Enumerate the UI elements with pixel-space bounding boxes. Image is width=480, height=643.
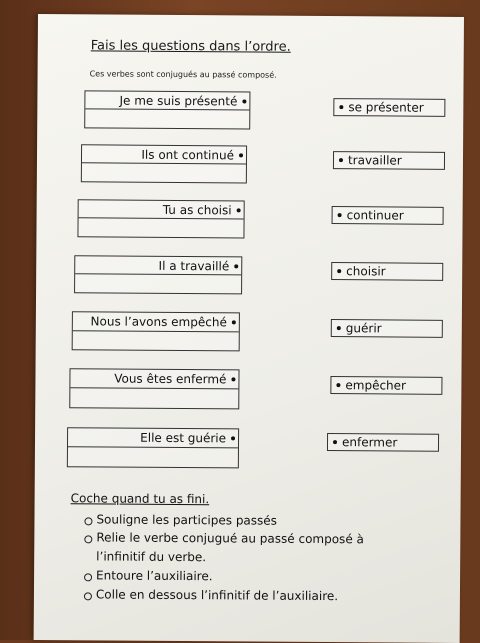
connector-dot[interactable] — [237, 208, 241, 212]
phrase-box-3 — [77, 199, 244, 238]
phrase-box-6 — [69, 368, 239, 409]
phrase-text: Elle est guérie — [140, 430, 227, 446]
checkbox-circle[interactable] — [84, 592, 92, 600]
infinitive-text: guérir — [345, 321, 382, 336]
connector-dot[interactable] — [234, 264, 238, 268]
infinitive-text: enfermer — [341, 435, 398, 450]
checklist-item-continuation: l’infinitif du verbe. — [96, 549, 207, 565]
connector-dot[interactable] — [242, 99, 246, 103]
connector-dot[interactable] — [231, 377, 235, 381]
infinitive-text: continuer — [346, 208, 404, 223]
phrase-text: Tu as choisi — [162, 202, 232, 217]
infinitive-box-1 — [333, 98, 445, 117]
infinitive-box-4 — [331, 262, 443, 281]
checklist-item: Colle en dessous l’infinitif de l’auxiliaire. — [95, 587, 339, 604]
checklist-item: Entoure l’auxiliaire. — [96, 568, 213, 584]
infinitive-box-2 — [333, 151, 445, 170]
phrase-text: Je me suis présenté — [119, 93, 238, 108]
checklist-item: Souligne les participes passés — [96, 512, 278, 528]
infinitive-box-6 — [330, 376, 442, 395]
phrase-box-1 — [84, 90, 250, 129]
phrase-box-5 — [72, 311, 240, 351]
worksheet-instruction: Ces verbes sont conjugués au passé composé. — [89, 69, 277, 80]
checkbox-circle[interactable] — [84, 535, 92, 543]
connector-dot[interactable] — [339, 105, 343, 109]
checklist-item: Relie le verbe conjugué au passé composé à — [96, 530, 364, 547]
connector-dot[interactable] — [336, 383, 340, 387]
infinitive-text: se présenter — [348, 100, 424, 115]
infinitive-text: empêcher — [345, 378, 407, 393]
infinitive-box-7 — [327, 433, 439, 452]
connector-dot[interactable] — [333, 440, 337, 444]
worksheet-title: Fais les questions dans l’ordre. — [90, 38, 291, 55]
phrase-text: Ils ont continué — [141, 147, 235, 162]
phrase-text: Nous l’avons empêché — [90, 314, 227, 330]
connector-dot[interactable] — [232, 320, 236, 324]
connector-dot[interactable] — [231, 436, 235, 440]
checkbox-circle[interactable] — [84, 573, 92, 581]
connector-dot[interactable] — [338, 213, 342, 217]
infinitive-box-3 — [332, 206, 444, 225]
phrase-box-7 — [67, 427, 239, 468]
connector-dot[interactable] — [339, 158, 343, 162]
connector-dot[interactable] — [239, 153, 243, 157]
infinitive-text: travailler — [347, 153, 402, 168]
infinitive-box-5 — [331, 319, 443, 338]
infinitive-text: choisir — [346, 264, 386, 279]
connector-dot[interactable] — [337, 326, 341, 330]
worksheet-paper — [34, 14, 464, 643]
phrase-box-2 — [81, 144, 247, 183]
phrase-text: Il a travaillé — [158, 258, 230, 273]
phrase-text: Vous êtes enfermé — [114, 371, 227, 387]
checkbox-circle[interactable] — [84, 517, 92, 525]
checklist-title: Coche quand tu as fini. — [70, 491, 210, 507]
phrase-box-4 — [74, 255, 242, 294]
connector-dot[interactable] — [337, 269, 341, 273]
